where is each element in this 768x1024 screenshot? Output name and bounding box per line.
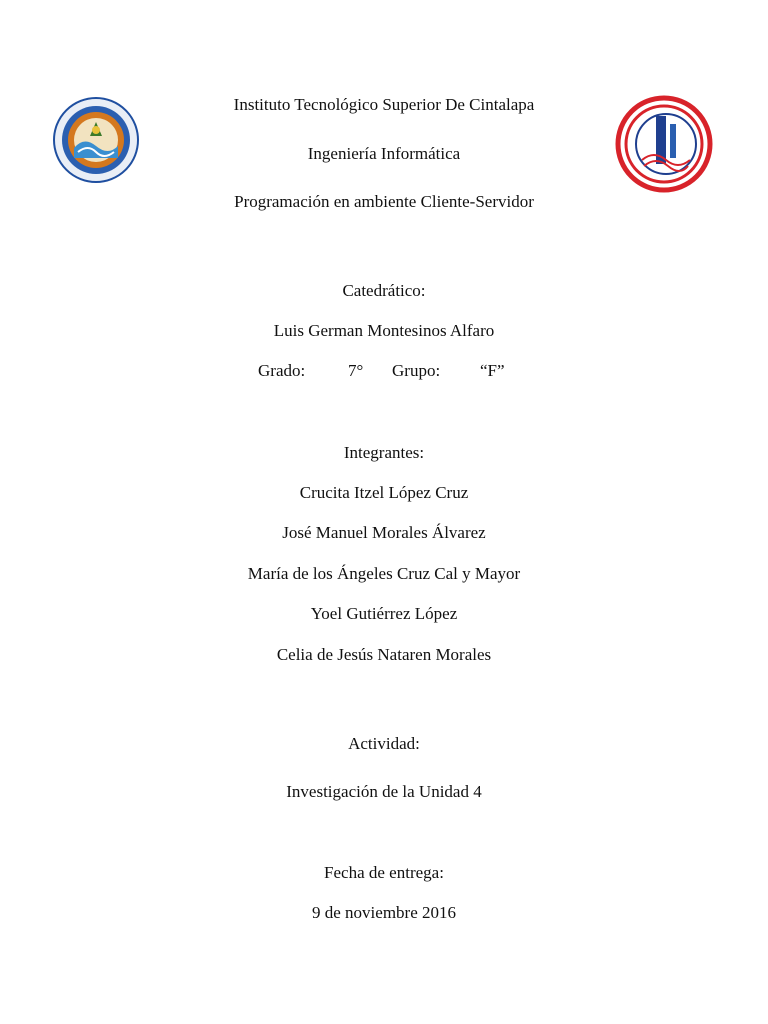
group-value: “F”: [480, 361, 505, 380]
grade-label: Grado:: [258, 361, 306, 380]
career-name: Ingeniería Informática: [307, 144, 461, 163]
grade-value: 7°: [348, 361, 364, 380]
members-label: Integrantes:: [343, 443, 425, 462]
grade-group-row: [0, 361, 768, 381]
institution-name: Instituto Tecnológico Superior De Cintalapa: [233, 95, 535, 114]
member-name: José Manuel Morales Álvarez: [282, 523, 486, 542]
member-name: Crucita Itzel López Cruz: [299, 483, 469, 502]
activity-value: Investigación de la Unidad 4: [286, 782, 482, 801]
activity-label: Actividad:: [348, 734, 420, 753]
member-name: Celia de Jesús Nataren Morales: [276, 645, 492, 664]
group-label: Grupo:: [392, 361, 441, 380]
member-name: María de los Ángeles Cruz Cal y Mayor: [247, 564, 521, 583]
delivery-label: Fecha de entrega:: [324, 863, 444, 882]
delivery-date: 9 de noviembre 2016: [312, 903, 456, 922]
teacher-name: Luis German Montesinos Alfaro: [273, 321, 495, 340]
subject-name: Programación en ambiente Cliente-Servidor: [234, 192, 534, 211]
member-name: Yoel Gutiérrez López: [310, 604, 458, 623]
teacher-label: Catedrático:: [342, 281, 426, 300]
